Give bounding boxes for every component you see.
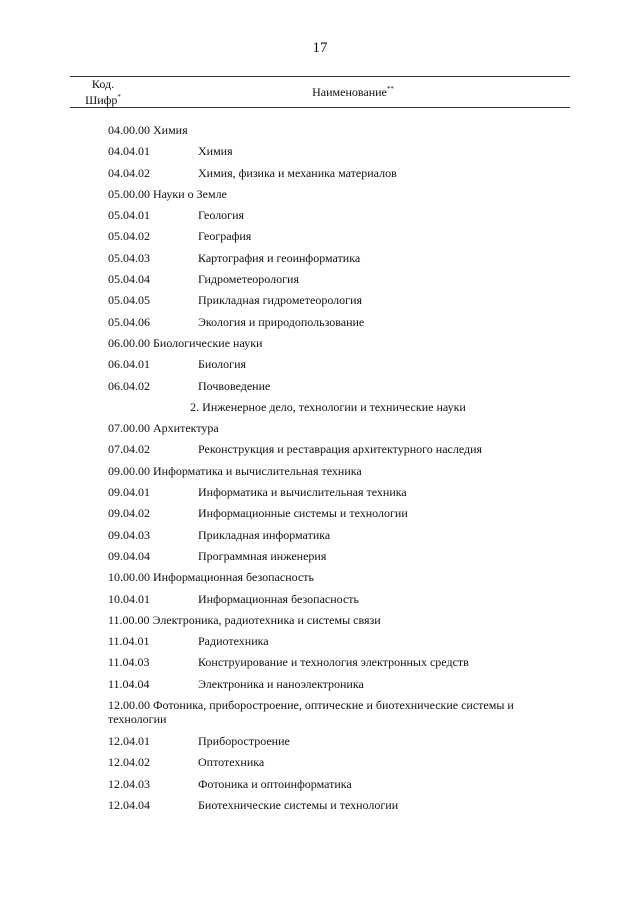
item-code: 11.04.04 [108,676,150,691]
header-code-line2 [70,91,136,107]
group-heading-text: 05.00.00 Науки о Земле [108,186,227,201]
group-heading [108,418,548,439]
item-code: 11.04.01 [108,634,150,649]
list-item [108,795,548,816]
list-item [108,290,548,311]
group-heading [108,333,548,354]
header-code-label: Шифр [85,93,118,107]
group-heading-text: 09.00.00 Информатика и вычислительная техника [108,463,362,478]
item-name: Биология [198,357,247,372]
classifier-list [108,120,548,816]
item-name: Экология и природопользование [198,314,365,329]
header-code-line1: Код. [91,77,115,91]
list-item [108,652,548,673]
group-heading [108,567,548,588]
item-code: 11.04.03 [108,655,150,670]
item-code: 05.04.06 [108,314,150,329]
item-name: Геология [198,208,245,223]
item-code: 10.04.01 [108,591,150,606]
item-code: 04.04.02 [108,165,150,180]
item-code: 12.04.02 [108,755,150,770]
item-code: 09.04.03 [108,527,150,542]
table-header [70,76,570,108]
list-item [108,674,548,695]
list-item [108,482,548,503]
item-code: 05.04.01 [108,208,150,223]
group-heading-text: 07.00.00 Архитектура [108,421,219,436]
item-name: Картография и геоинформатика [198,250,361,265]
item-code: 05.04.05 [108,293,150,308]
page-number: 17 [312,40,328,56]
list-item [108,312,548,333]
list-item [108,731,548,752]
item-name: Программная инженерия [198,548,327,563]
list-item [108,269,548,290]
group-heading [108,610,548,631]
item-code: 05.04.03 [108,250,150,265]
group-heading-text: 12.00.00 Фотоника, приборостроение, оптические и биотехнические системы и технологии [108,698,514,727]
list-item [108,439,548,460]
item-name: Реконструкция и реставрация архитектурного наследия [198,442,483,457]
item-name: Информационная безопасность [198,591,359,606]
item-name: Химия [198,144,233,159]
item-code: 12.04.04 [108,797,150,812]
header-name-footnote-mark: ** [386,85,394,93]
item-name: Информатика и вычислительная техника [198,485,407,500]
item-code: 06.04.01 [108,357,150,372]
list-item [108,248,548,269]
item-name: Информационные системы и технологии [198,506,408,521]
list-item [108,141,548,162]
list-item [108,376,548,397]
item-name: Почвоведение [198,378,271,393]
list-item [108,631,548,652]
list-item [108,774,548,795]
header-name-column [136,85,570,100]
item-name: Радиотехника [198,634,269,649]
item-code: 12.04.03 [108,776,150,791]
item-code: 04.04.01 [108,144,150,159]
item-code: 05.04.04 [108,272,150,287]
list-item [108,226,548,247]
list-item [108,163,548,184]
group-heading [108,184,548,205]
item-name: Гидрометеорология [198,272,299,287]
item-name: Приборостроение [198,734,290,749]
group-heading [108,120,548,141]
item-code: 05.04.02 [108,229,150,244]
group-heading-text: 11.00.00 Электроника, радиотехника и системы связи [108,612,381,627]
section-heading-text: 2. Инженерное дело, технологии и технические науки [190,399,466,414]
item-name: Химия, физика и механика материалов [198,165,397,180]
list-item [108,752,548,773]
group-heading-text: 04.00.00 Химия [108,123,188,137]
header-code-footnote-mark: * [117,93,121,101]
item-code: 09.04.02 [108,506,150,521]
header-name-label: Наименование [312,85,387,99]
header-code-column [70,78,136,107]
item-name: Фотоника и оптоинформатика [198,776,352,791]
list-item [108,546,548,567]
group-heading-text: 10.00.00 Информационная безопасность [108,570,314,585]
section-heading [108,397,548,418]
list-item [108,354,548,375]
item-name: География [198,229,252,244]
group-heading [108,695,548,731]
item-code: 12.04.01 [108,734,150,749]
item-name: Конструирование и технология электронных средств [198,655,469,670]
item-code: 09.04.01 [108,485,150,500]
list-item [108,525,548,546]
item-name: Электроника и наноэлектроника [198,676,364,691]
group-heading-text: 06.00.00 Биологические науки [108,335,263,350]
item-name: Прикладная гидрометеорология [198,293,363,308]
list-item [108,205,548,226]
item-code: 09.04.04 [108,548,150,563]
list-item [108,589,548,610]
list-item [108,503,548,524]
item-name: Биотехнические системы и технологии [198,797,399,812]
item-name: Прикладная информатика [198,527,331,542]
group-heading [108,461,548,482]
item-code: 06.04.02 [108,378,150,393]
item-code: 07.04.02 [108,442,150,457]
item-name: Оптотехника [198,755,265,770]
